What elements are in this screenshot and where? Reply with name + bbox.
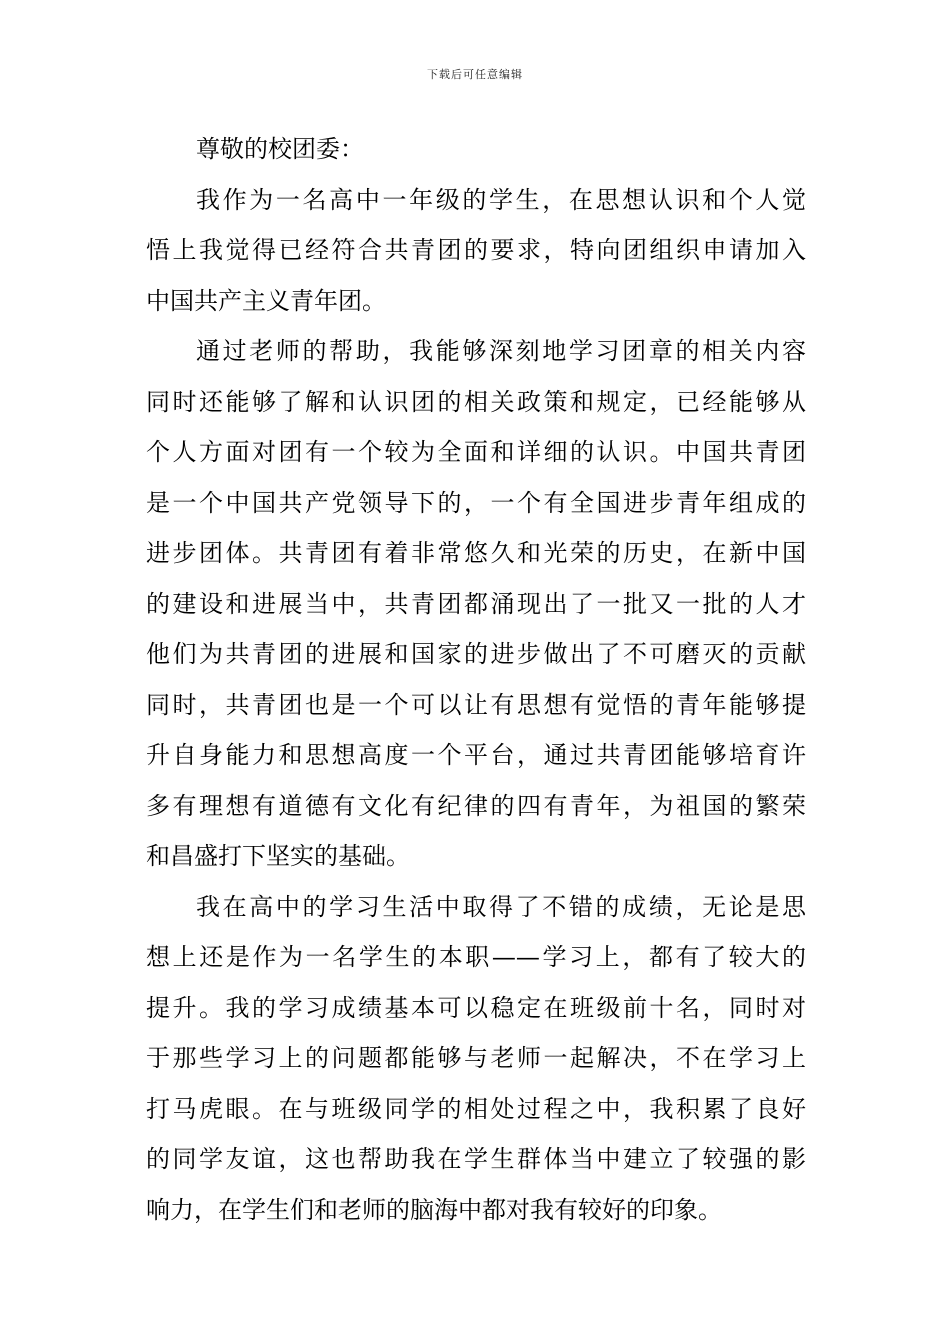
letter-lines [146, 175, 806, 1236]
text-line: 提升。我的学习成绩基本可以稳定在班级前十名，同时对 [146, 993, 806, 1022]
text-line: 我作为一名高中一年级的学生，在思想认识和个人觉 [196, 185, 806, 214]
text-line: 和昌盛打下坚实的基础。 [146, 842, 410, 870]
text-line: 的建设和进展当中，共青团都涌现出了一批又一批的人才 [146, 589, 806, 618]
text-line: 想上还是作为一名学生的本职——学习上，都有了较大的 [146, 943, 806, 971]
header-note: 下载后可任意编辑 [427, 68, 523, 81]
text-line: 的同学友谊，这也帮助我在学生群体当中建立了较强的影 [146, 1145, 806, 1173]
text-line: 悟上我觉得已经符合共青团的要求，特向团组织申请加入 [146, 236, 806, 264]
text-line: 于那些学习上的问题都能够与老师一起解决，不在学习上 [146, 1044, 806, 1072]
text-line: 多有理想有道德有文化有纪律的四有青年，为祖国的繁荣 [146, 791, 806, 820]
text-line: 打马虎眼。在与班级同学的相处过程之中，我积累了良好 [146, 1094, 806, 1123]
text-line: 同时，共青团也是一个可以让有思想有觉悟的青年能够提 [146, 690, 806, 719]
text-line: 他们为共青团的进展和国家的进步做出了不可磨灭的贡献 [146, 640, 806, 668]
text-line: 响力，在学生们和老师的脑海中都对我有较好的印象。 [146, 1195, 722, 1224]
text-line: 通过老师的帮助，我能够深刻地学习团章的相关内容 [196, 337, 806, 365]
text-line: 升自身能力和思想高度一个平台，通过共青团能够培育许 [146, 741, 806, 769]
text-line: 我在高中的学习生活中取得了不错的成绩，无论是思 [196, 892, 806, 921]
text-line: 中国共产主义青年团。 [146, 286, 386, 315]
text-line: 进步团体。共青团有着非常悠久和光荣的历史，在新中国 [146, 539, 806, 567]
salutation: 尊敬的校团委： [196, 135, 364, 163]
text-line: 是一个中国共产党领导下的，一个有全国进步青年组成的 [146, 488, 806, 517]
text-line: 个人方面对团有一个较为全面和详细的认识。中国共青团 [146, 438, 806, 466]
text-line: 同时还能够了解和认识团的相关政策和规定，已经能够从 [146, 387, 806, 416]
letter-body [146, 124, 806, 1235]
